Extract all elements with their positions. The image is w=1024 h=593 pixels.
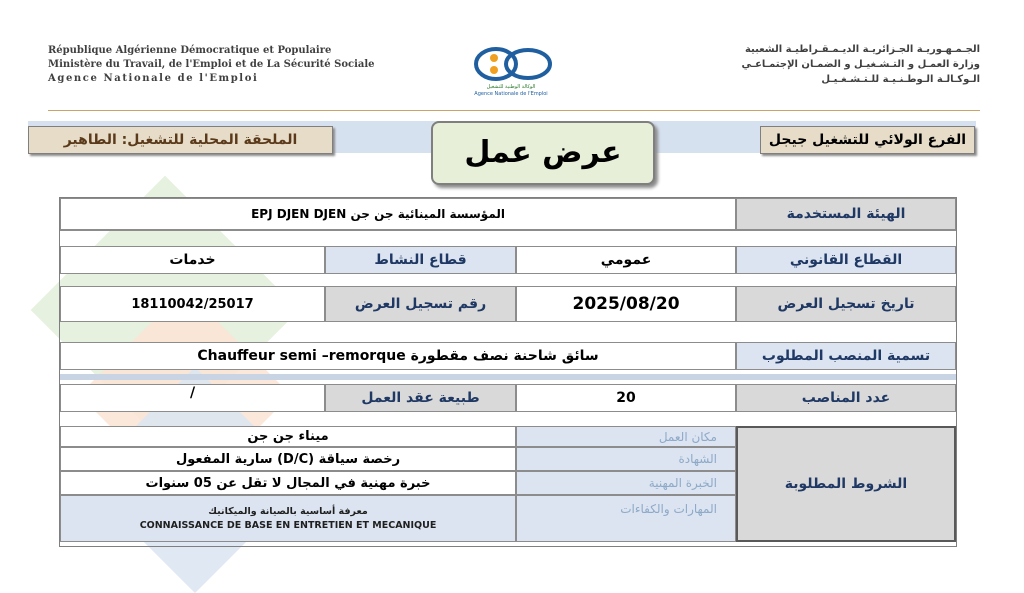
branch-label: الفرع الولائي للتشغيل جيجل <box>760 126 975 154</box>
registration-date-label: تاريخ تسجيل العرض <box>736 286 956 322</box>
employer-value: المؤسسة المينائية جن جن EPJ DJEN DJEN <box>60 198 736 230</box>
legal-sector-value: عمومي <box>516 246 736 274</box>
header-ar-line2: وزارة العمـل و التـشـغيـل و الضمـان الإجتمـاعـي <box>741 59 980 70</box>
local-agency-label: الملحقة المحلية للتشغيل: الطاهير <box>28 126 333 154</box>
skills-value <box>60 495 516 542</box>
position-label: تسمية المنصب المطلوب <box>736 342 956 370</box>
header-fr-line3: Agence Nationale de l'Emploi <box>48 73 259 84</box>
position-value: سائق شاحنة نصف مقطورة Chauffeur semi –remorque <box>60 342 736 370</box>
experience-label: الخبرة المهنية <box>516 471 736 495</box>
logo-caption-ar: الوكالة الوطنية للتشغيل <box>486 84 536 90</box>
registration-date-value: 2025/08/20 <box>516 286 736 322</box>
header-fr-line1: République Algérienne Démocratique et Populaire <box>48 45 332 56</box>
skills-value-ar: معرفة أساسية بالصيانة والميكانيك <box>208 505 368 517</box>
employer-label: الهيئة المستخدمة <box>736 198 956 230</box>
requirements-label: الشروط المطلوبة <box>736 426 956 542</box>
certificate-value: رخصة سياقة (D/C) سارية المفعول <box>60 447 516 471</box>
header-ar-line3: الـوكـالـة الـوطـنـيـة للـتـشـغـيـل <box>821 74 980 85</box>
legal-sector-label: القطاع القانوني <box>736 246 956 274</box>
experience-value: خبرة مهنية في المجال لا تقل عن 05 سنوات <box>60 471 516 495</box>
registration-number-value: 18110042/25017 <box>60 286 325 322</box>
certificate-label: الشهادة <box>516 447 736 471</box>
activity-sector-label: قطاع النشاط <box>325 246 516 274</box>
header-arabic <box>742 42 980 87</box>
header-fr-line2: Ministère du Travail, de l'Emploi et de La Sécurité Sociale <box>48 59 375 70</box>
page-title: عرض عمل <box>431 121 655 185</box>
contract-type-value: / <box>60 384 325 412</box>
header-french <box>48 44 375 86</box>
contract-type-label: طبيعة عقد العمل <box>325 384 516 412</box>
registration-number-label: رقم تسجيل العرض <box>325 286 516 322</box>
skills-label: المهارات والكفاءات <box>516 495 736 542</box>
skills-value-fr: CONNAISSANCE DE BASE EN ENTRETIEN ET MECANIQUE <box>139 519 437 531</box>
logo-caption-fr: Agence Nationale de l'Emploi <box>474 91 548 97</box>
posts-count-label: عدد المناصب <box>736 384 956 412</box>
header-ar-line1: الجـمـهـوريـة الجـزائريـة الديـمـقـراطيـة الشعبية <box>744 44 980 55</box>
activity-sector-value: خدمات <box>60 246 325 274</box>
logo-caption <box>452 84 570 98</box>
workplace-label: مكان العمل <box>516 426 736 447</box>
posts-count-value: 20 <box>516 384 736 412</box>
workplace-value: ميناء جن جن <box>60 426 516 447</box>
job-offer-table <box>59 197 957 547</box>
header-divider <box>48 110 980 111</box>
